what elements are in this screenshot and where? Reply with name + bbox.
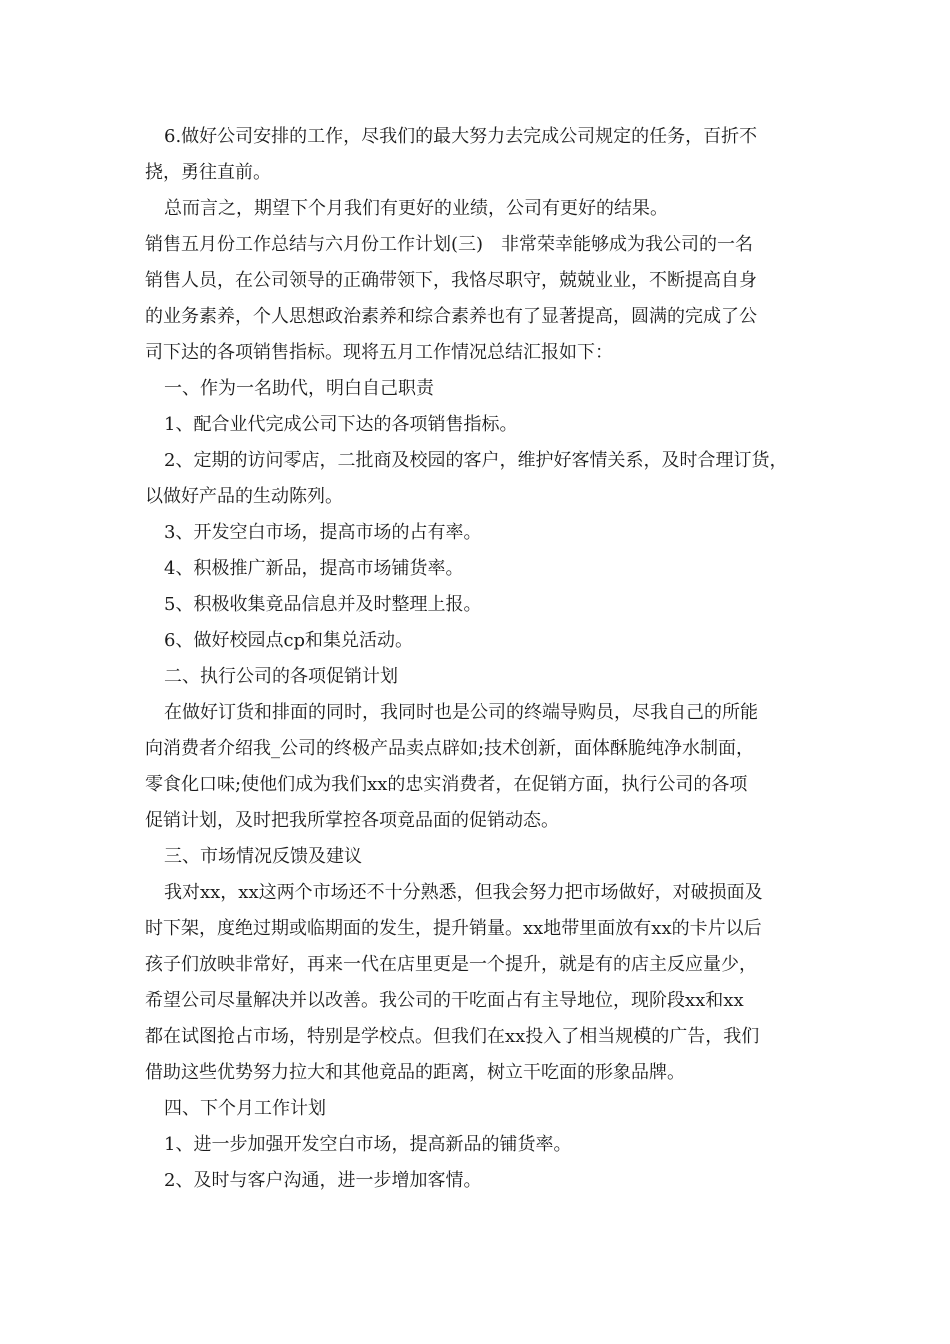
paragraph-line: 的业务素养，个人思想政治素养和综合素养也有了显著提高，圆满的完成了公 — [145, 306, 757, 327]
list-item-continuation: 以做好产品的生动陈列。 — [145, 486, 343, 507]
list-item: 2、定期的访问零店，二批商及校园的客户，维护好客情关系，及时合理订货， — [164, 450, 788, 471]
paragraph-line: 我对xx，xx这两个市场还不十分熟悉，但我会努力把市场做好，对破损面及 — [164, 882, 763, 903]
list-item: 5、积极收集竟品信息并及时整理上报。 — [164, 594, 482, 615]
paragraph-line: 希望公司尽量解决并以改善。我公司的干吃面占有主导地位，现阶段xx和xx — [145, 990, 744, 1011]
section-heading: 一、作为一名助代，明白自己职责 — [164, 378, 434, 399]
paragraph-line: 销售人员，在公司领导的正确带领下，我恪尽职守，兢兢业业，不断提高自身 — [145, 270, 757, 291]
paragraph-line: 总而言之，期望下个月我们有更好的业绩，公司有更好的结果。 — [164, 198, 668, 219]
paragraph-line: 挠，勇往直前。 — [145, 162, 271, 183]
list-item: 4、积极推广新品，提高市场铺货率。 — [164, 558, 464, 579]
paragraph-line: 司下达的各项销售指标。现将五月工作情况总结汇报如下： — [145, 342, 613, 363]
paragraph-line: 孩子们放映非常好，再来一代在店里更是一个提升，就是有的店主反应量少， — [145, 954, 757, 975]
list-item: 1、进一步加强开发空白市场，提高新品的铺货率。 — [164, 1134, 572, 1155]
paragraph-line: 促销计划，及时把我所掌控各项竟品面的促销动态。 — [145, 810, 559, 831]
list-item: 6、做好校园点cp和集兑活动。 — [164, 630, 414, 651]
section-title-line: 销售五月份工作总结与六月份工作计划(三) 非常荣幸能够成为我公司的一名 — [145, 234, 754, 255]
paragraph-line: 借助这些优势努力拉大和其他竟品的距离，树立干吃面的形象品牌。 — [145, 1062, 685, 1083]
list-item: 3、开发空白市场，提高市场的占有率。 — [164, 522, 482, 543]
paragraph-line: 6.做好公司安排的工作，尽我们的最大努力去完成公司规定的任务，百折不 — [164, 126, 758, 147]
list-item: 2、及时与客户沟通，进一步增加客情。 — [164, 1170, 482, 1191]
section-heading: 四、下个月工作计划 — [164, 1098, 326, 1119]
list-item: 1、配合业代完成公司下达的各项销售指标。 — [164, 414, 518, 435]
paragraph-line: 零食化口味;使他们成为我们xx的忠实消费者，在促销方面，执行公司的各项 — [145, 774, 748, 795]
section-heading: 三、市场情况反馈及建议 — [164, 846, 362, 867]
section-heading: 二、执行公司的各项促销计划 — [164, 666, 398, 687]
paragraph-line: 都在试图抢占市场，特别是学校点。但我们在xx投入了相当规模的广告，我们 — [145, 1026, 760, 1047]
paragraph-line: 向消费者介绍我_公司的终极产品卖点辟如;技术创新，面体酥脆纯净水制面， — [145, 738, 755, 759]
paragraph-line: 在做好订货和排面的同时，我同时也是公司的终端导购员，尽我自己的所能 — [164, 702, 758, 723]
paragraph-line: 时下架，度绝过期或临期面的发生，提升销量。xx地带里面放有xx的卡片以后 — [145, 918, 762, 939]
